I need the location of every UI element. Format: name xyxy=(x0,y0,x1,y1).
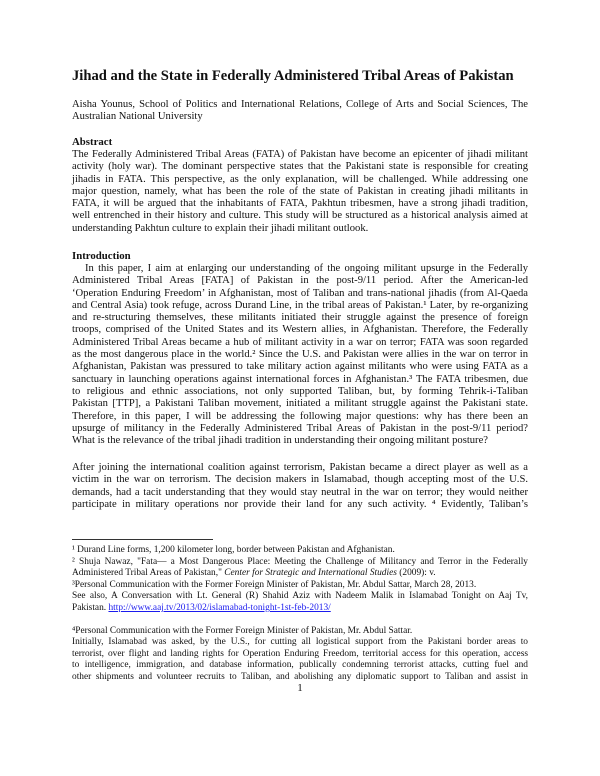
footnotes xyxy=(72,545,528,684)
footnote-1: ¹ Durand Line forms, 1,200 kilometer long, border between Pakistan and Afghanistan. xyxy=(72,545,395,555)
paragraph-line: Administered Tribal Areas became a hub of militant activity in a war on terror; FATA was soon regarded xyxy=(72,336,528,348)
footnote-3-line: See also, A Conversation with Lt. General (R) Shahid Aziz with Nadeem Malik in Islamabad Tonight on Aaj Tv, xyxy=(72,591,528,602)
footnote-4 xyxy=(72,626,528,684)
paragraph-line: After joining the international coalition against terrorism, Pakistan became a direct player as well as a xyxy=(72,462,528,473)
paragraph-line: Pakistan [TTP], a Pakistani Taliban movement, initiated a militant struggle against the Pakistani state. xyxy=(72,398,528,410)
paragraph-line: and Central Asia) took refuge, across Durand Line, in the tribal areas of Pakistan.¹ Later, by re-organizing xyxy=(72,299,528,311)
footnote-4-line: terrorist, over flight and landing rights for Operation Enduring Freedom, territorial access for this operation, access xyxy=(72,648,528,659)
footnote-4-line: Initially, Islamabad was asked, by the U.S., for cutting all logistical support from the Pakistani border areas to xyxy=(72,637,528,648)
abstract-line: FATA, it will be argued that the inhabitants of FATA, Pakhtun tribesmen, have a strong jihadi tradition, xyxy=(72,198,528,210)
footnote-text: (2009): v. xyxy=(396,568,436,579)
paragraph-line: Therefore, in this paper, I will be addressing the following major questions: why has there been an xyxy=(72,410,528,422)
paragraph-line: In this paper, I aim at enlarging our understanding of the ongoing militant upsurge in the Federally xyxy=(85,263,528,274)
abstract-heading: Abstract xyxy=(72,136,113,148)
abstract-line: activity (holy war). The dominant perspective states that the Pakistani state is responsible for creating xyxy=(72,161,528,173)
footnote-4-line: other shipments and volunteer recruits to Taliban, and abolishing any diplomatic support to Taliban and assist in xyxy=(72,671,528,682)
paragraph-line: victim in the war on terrorism. The decision makers in Islamabad, though accepting most of the U.S. xyxy=(72,474,528,486)
author-affiliation xyxy=(72,99,528,124)
paragraph-line: to religious and ethnic associations, not only supported Taliban, but, by forming Tehrik-i-Taliban xyxy=(72,385,528,397)
footnote-4-line: to intelligence, immigration, and database information, publically condemning terrorist attacks, cutting fuel and xyxy=(72,660,528,671)
paragraph-line: ‘Operation Enduring Freedom’ in Afghanistan, most of Taliban and trans-national jihadis (from Al-Qaeda xyxy=(72,287,528,299)
abstract-section xyxy=(72,136,528,235)
paragraph-line: What is the relevance of the tribal jihadi tradition in understanding their ongoing militant posture? xyxy=(72,435,488,447)
abstract-line: major question, namely, what has been the role of the state of Pakistan in creating jihadi militants in xyxy=(72,185,528,197)
author-line: Aisha Younus, School of Politics and International Relations, College of Arts and Social Sciences, The xyxy=(72,99,528,110)
introduction-paragraph-2 xyxy=(72,462,528,511)
footnote-text: Pakistan. xyxy=(72,602,109,613)
footnote-text: Administered Tribal Areas of Pakistan," xyxy=(72,568,225,579)
footnote-3-line: ³Personal Communication with the Former Foreign Minister of Pakistan, Mr. Abdul Sattar, March 28, 2013. xyxy=(72,579,477,590)
paragraph-line: troops, comprised of the United States and its Western allies, in Afghanistan. Therefore, the Federally xyxy=(72,324,528,336)
paragraph-line: participate in military operations nor provide their land for any such activity. ⁴ Evidently, Taliban’s xyxy=(72,498,528,510)
introduction-section xyxy=(72,250,528,447)
footnote-4-line: ⁴Personal Communication with the Former Foreign Minister of Pakistan, Mr. Abdul Sattar. xyxy=(72,625,413,636)
paragraph-line: sanctuary in launching operations against international forces in Afghanistan.³ The FATA tribesmen, due xyxy=(72,373,528,385)
paper-title: Jihad and the State in Federally Administered Tribal Areas of Pakistan xyxy=(72,68,514,84)
author-line: Australian National University xyxy=(72,111,203,123)
paragraph-line: upsurge of militancy in the Federally Administered Tribal Areas of Pakistan in the post-9/11 period? xyxy=(72,422,528,434)
paragraph-line: Administered Tribal Areas [FATA] of Pakistan in the post-9/11 period. After the American-led xyxy=(72,275,528,287)
footnote-3-line xyxy=(72,603,528,615)
footnote-divider xyxy=(72,539,213,540)
journal-title: Center for Strategic and International Studies xyxy=(224,568,397,579)
paragraph-line: and re-structuring themselves, these militants initiated their struggle against the presence of foreign xyxy=(72,312,528,324)
abstract-line: The Federally Administered Tribal Areas (FATA) of Pakistan have become an epicenter of jihadi militant xyxy=(72,149,528,160)
abstract-line: understanding Pakhtun culture to explain their jihadi militant outlook. xyxy=(72,222,369,234)
abstract-line: jihadis in FATA. This perspective, as the only explanation, will be challenged. While addressing one xyxy=(72,173,528,185)
paragraph-line: demands, had a tacit understanding that they would stay neutral in the war on terror; they would neither xyxy=(72,486,528,498)
paragraph-line: Afghanistan, Pakistan was pressured to take military action against militants who were using FATA as a xyxy=(72,361,528,373)
introduction-heading: Introduction xyxy=(72,250,131,262)
page-number: 1 xyxy=(297,682,303,694)
footnote-2-line xyxy=(72,568,528,580)
abstract-line: well entrenched in their history and culture. This study will be structured as a historical analysis aimed at xyxy=(72,210,528,222)
paragraph-line: as the most dangerous place in the world.² Since the U.S. and Pakistan were allies in the war on terror in xyxy=(72,349,528,361)
introduction-paragraph-1 xyxy=(72,263,528,447)
abstract-body xyxy=(72,149,528,235)
aaj-tv-link[interactable]: http://www.aaj.tv/2013/02/islamabad-tonight-1st-feb-2013/ xyxy=(108,602,331,613)
footnote-2-line: ² Shuja Nawaz, "Fata— a Most Dangerous Place: Meeting the Challenge of Militancy and Terror in the Federally xyxy=(72,556,528,567)
